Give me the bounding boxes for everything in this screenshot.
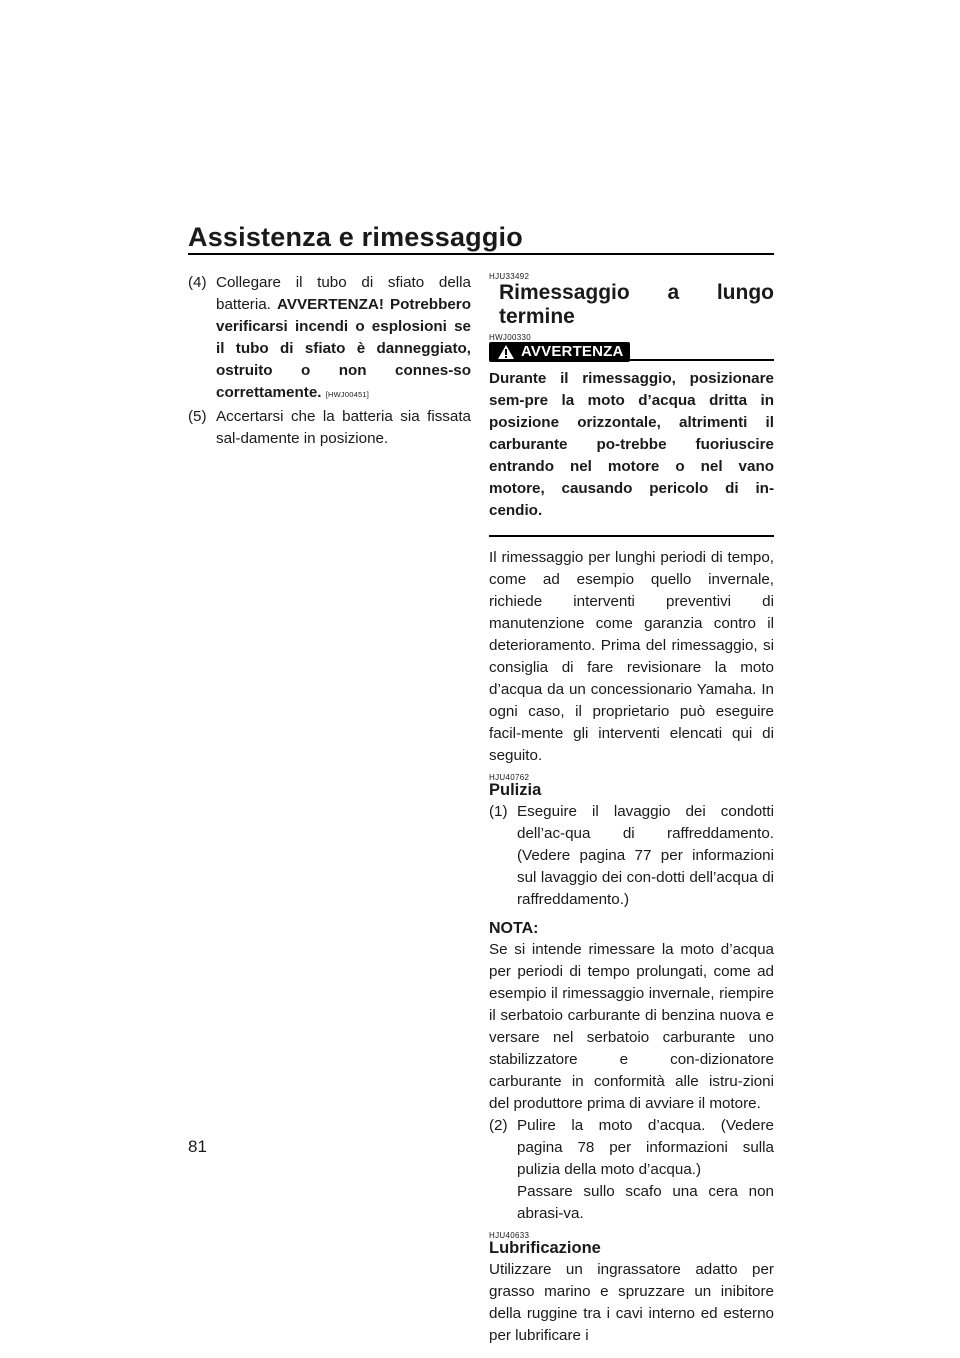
step-text: Collegare il tubo di sfiato della batteria.	[216, 274, 471, 313]
lubrificazione-text: Utilizzare un ingrassatore adatto per grasso marino e spruzzare un inibitore della ruggine tra i cavi interno ed esterno per lubrificare i	[489, 1261, 774, 1344]
lubrificazione-code: HJU40633	[489, 1231, 530, 1240]
nota-text: Se si intende rimessare la moto d’acqua per periodi di tempo prolungati, come ad esempio il rimessaggio invernale, riempire il serbatoio carburante di benzina nuova e versare nel serbatoio carburante uno stabilizzatore e con-dizionatore carburante in conformità alle istru-zioni del produttore prima di avviare il motore.	[489, 941, 774, 1112]
step-number: (4)	[188, 274, 207, 291]
step-text: Pulire la moto d’acqua. (Vedere pagina 78 per informazioni sulla pulizia della moto d’acqua.)	[517, 1117, 774, 1178]
warning-code: [HWJ00451]	[325, 390, 370, 399]
page-title: Assistenza e rimessaggio	[188, 222, 523, 252]
nota-title: NOTA:	[489, 920, 539, 937]
warning-text: Durante il rimessaggio, posizionare sem-pre la moto d’acqua dritta in posizione orizzontale, altrimenti il carburante po-trebbe fuoriuscire entrando nel motore o nel vano motore, causando pericolo di in-cendio.	[489, 370, 774, 519]
step-4	[188, 272, 471, 406]
step-5	[188, 406, 471, 450]
warning-header	[489, 342, 774, 362]
pulizia-title: Pulizia	[489, 781, 542, 799]
title-divider	[188, 253, 774, 255]
page-number: 81	[188, 1137, 207, 1156]
warning-label: AVVERTENZA	[521, 343, 624, 360]
left-column	[188, 272, 471, 450]
pulizia-step-2	[489, 1115, 774, 1225]
warning-code: HWJ00330	[489, 333, 531, 342]
section-code: HJU33492	[489, 272, 530, 281]
step-text: Eseguire il lavaggio dei condotti dell’ac-qua di raffreddamento. (Vedere pagina 77 per informazioni sul lavaggio dei con-dotti dell’acqua di raffreddamento.)	[517, 803, 774, 908]
pulizia-step-1	[489, 801, 774, 911]
pulizia-code: HJU40762	[489, 773, 530, 782]
lubrificazione-title: Lubrificazione	[489, 1239, 601, 1257]
right-column	[489, 272, 774, 1347]
warning-triangle-icon	[497, 344, 515, 360]
step-number: (1)	[489, 803, 508, 820]
step-number: (2)	[489, 1117, 508, 1134]
step-text: Accertarsi che la batteria sia fissata sal-damente in posizione.	[216, 408, 471, 447]
warning-bottom-rule	[489, 535, 774, 537]
step-warning: AVVERTENZA! Potrebbero verificarsi incendi o esplosioni se il tubo di sfiato è danneggiato, ostruito o non connes-so correttamente.	[216, 296, 471, 401]
intro-paragraph: Il rimessaggio per lunghi periodi di tempo, come ad esempio quello invernale, richiede interventi preventivi di manutenzione come garanzia contro il deterioramento. Prima del rimessaggio, si consiglia di fare revisionare la moto d’acqua da un concessionario Yamaha. In ogni caso, il proprietario può eseguire facil-mente gli interventi elencati qui di seguito.	[489, 549, 774, 764]
section-title: Rimessaggio a lungo termine	[499, 281, 774, 328]
step-number: (5)	[188, 408, 207, 425]
warning-badge	[489, 342, 630, 362]
warning-rule	[630, 359, 774, 361]
step-text-2: Passare sullo scafo una cera non abrasi-va.	[517, 1183, 774, 1222]
